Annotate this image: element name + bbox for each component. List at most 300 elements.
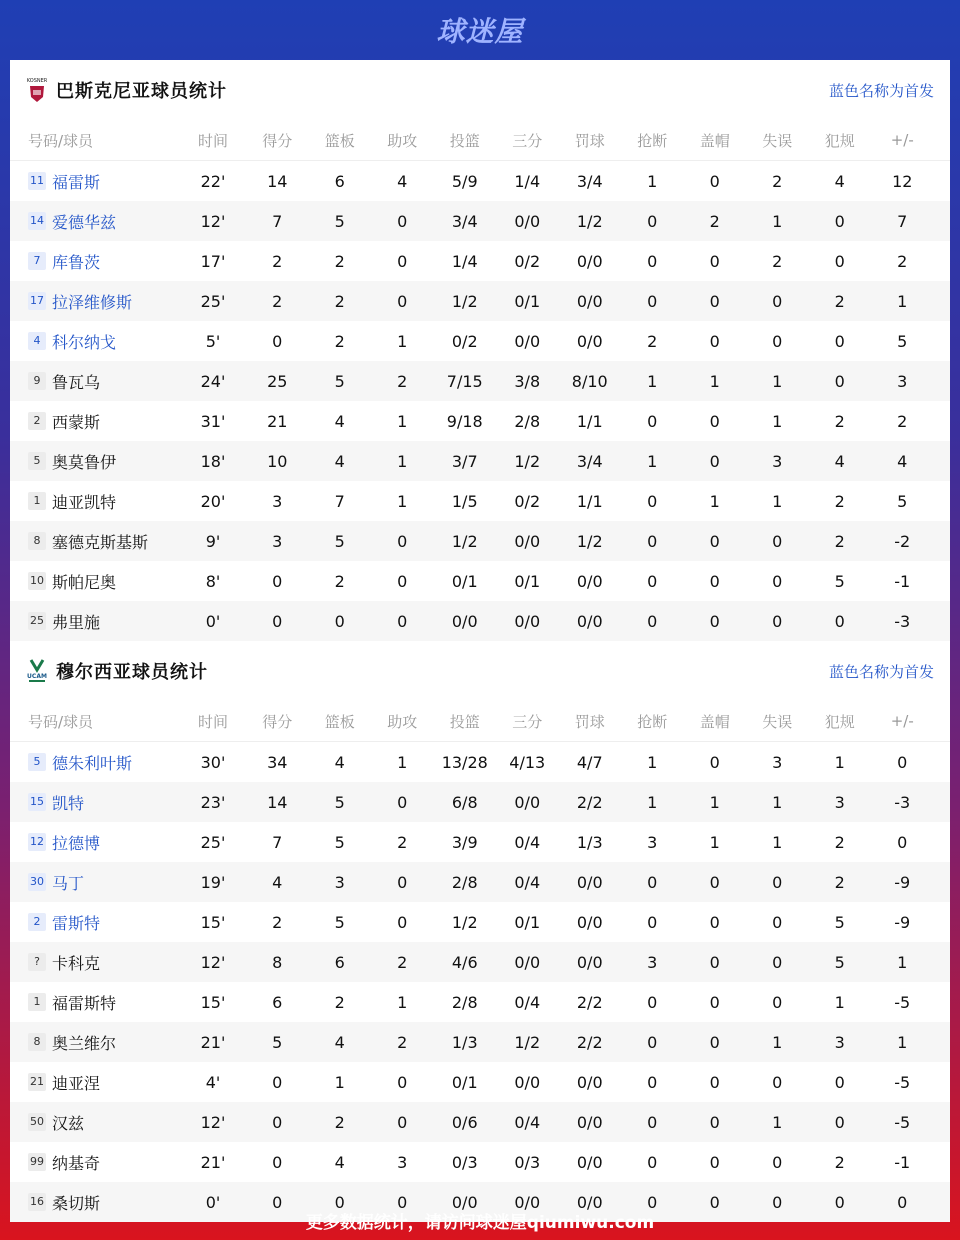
stat-cell: 1/1 bbox=[576, 491, 603, 511]
stat-cell: 2 bbox=[834, 872, 845, 892]
stat-cell: 3 bbox=[772, 451, 783, 471]
jersey-number-badge: 21 bbox=[28, 1073, 46, 1091]
stat-cell: 0/2 bbox=[514, 491, 541, 511]
player-row[interactable] bbox=[10, 822, 950, 862]
player-name-link[interactable]: 弗里施 bbox=[52, 612, 101, 632]
jersey-number-badge: 2 bbox=[28, 412, 46, 430]
stat-cell: 25 bbox=[267, 371, 288, 391]
jersey-number-badge: 7 bbox=[28, 252, 46, 270]
stat-cell: 7 bbox=[272, 832, 283, 852]
stat-cell: 0/3 bbox=[514, 1152, 541, 1172]
jersey-number-badge: 1 bbox=[28, 993, 46, 1011]
player-cell[interactable] bbox=[10, 450, 180, 473]
stat-cell: 2 bbox=[334, 331, 345, 351]
stat-cell: 1 bbox=[397, 451, 408, 471]
player-row[interactable] bbox=[10, 481, 950, 521]
stat-cell: 0 bbox=[397, 912, 408, 932]
stat-cell: 0/4 bbox=[514, 832, 541, 852]
stat-cell: 4 bbox=[397, 171, 408, 191]
jersey-number-badge: 16 bbox=[28, 1193, 46, 1211]
stat-cell: 12' bbox=[200, 1112, 226, 1132]
stat-cell: 0/0 bbox=[576, 611, 603, 631]
stat-cell: 0/0 bbox=[576, 1192, 603, 1212]
player-cell[interactable] bbox=[10, 250, 180, 273]
player-row[interactable] bbox=[10, 782, 950, 822]
player-name-link[interactable]: 凯特 bbox=[52, 793, 85, 813]
stat-cell: 5 bbox=[334, 912, 345, 932]
jersey-number-badge: 1 bbox=[28, 492, 46, 510]
stat-cell: 1/4 bbox=[514, 171, 541, 191]
brand-logo-text: 球迷屋 bbox=[436, 15, 524, 48]
column-header: 助攻 bbox=[387, 712, 418, 731]
stat-cell: 0 bbox=[647, 611, 658, 631]
jersey-number-badge: 5 bbox=[28, 452, 46, 470]
stat-cell: 7 bbox=[272, 211, 283, 231]
stat-cell: 4 bbox=[897, 451, 908, 471]
stat-cell: 0/0 bbox=[576, 291, 603, 311]
stat-cell: 3 bbox=[272, 491, 283, 511]
column-header: 得分 bbox=[262, 712, 293, 731]
stat-cell: 2/2 bbox=[576, 1032, 603, 1052]
stat-cell: 1 bbox=[397, 491, 408, 511]
stat-cell: 3 bbox=[647, 832, 658, 852]
player-cell[interactable] bbox=[10, 610, 180, 633]
stat-cell: 3 bbox=[772, 752, 783, 772]
stat-cell: 0 bbox=[709, 331, 720, 351]
stat-cell: 0 bbox=[709, 1112, 720, 1132]
stat-cell: 0 bbox=[709, 611, 720, 631]
stat-cell: 1 bbox=[772, 371, 783, 391]
stat-cell: 1 bbox=[334, 1072, 345, 1092]
stat-cell: 5 bbox=[334, 211, 345, 231]
player-cell[interactable] bbox=[10, 751, 180, 774]
column-header: 号码/球员 bbox=[28, 712, 94, 731]
stat-cell: 0/6 bbox=[451, 1112, 478, 1132]
stat-cell: 21 bbox=[267, 411, 288, 431]
column-header: 失误 bbox=[762, 131, 793, 150]
stat-cell: 1 bbox=[772, 411, 783, 431]
stat-cell: 1/2 bbox=[514, 1032, 541, 1052]
player-name-link[interactable]: 卡科克 bbox=[52, 953, 101, 973]
team-section bbox=[10, 60, 950, 641]
column-header: 三分 bbox=[512, 131, 543, 150]
stat-cell: 4/7 bbox=[576, 752, 603, 772]
stat-cell: 2 bbox=[334, 1112, 345, 1132]
stat-cell: 30' bbox=[200, 752, 226, 772]
stat-cell: 0 bbox=[772, 872, 783, 892]
player-cell[interactable] bbox=[10, 570, 180, 593]
player-row[interactable] bbox=[10, 201, 950, 241]
player-row[interactable] bbox=[10, 1062, 950, 1102]
stat-cell: 0 bbox=[834, 1112, 845, 1132]
starter-legend-note: 蓝色名称为首发 bbox=[828, 82, 934, 100]
stat-cell: 4' bbox=[205, 1072, 221, 1092]
stat-cell: 0 bbox=[647, 211, 658, 231]
stat-cell: 10 bbox=[267, 451, 288, 471]
stat-cell: -3 bbox=[894, 611, 911, 631]
stat-cell: 2 bbox=[334, 291, 345, 311]
stat-cell: 0 bbox=[397, 872, 408, 892]
column-header: 抢断 bbox=[637, 131, 668, 150]
stat-cell: 18' bbox=[200, 451, 226, 471]
stat-cell: -9 bbox=[894, 912, 911, 932]
stat-cell: 0 bbox=[709, 1192, 720, 1212]
stat-cell: 7 bbox=[334, 491, 345, 511]
stat-cell: 6 bbox=[334, 171, 345, 191]
stat-cell: 2 bbox=[397, 832, 408, 852]
stat-cell: 1 bbox=[709, 832, 720, 852]
stat-cell: 0 bbox=[272, 611, 283, 631]
column-header: 得分 bbox=[262, 131, 293, 150]
stat-cell: 0 bbox=[647, 571, 658, 591]
column-header: 助攻 bbox=[387, 131, 418, 150]
player-name-link[interactable]: 迪亚涅 bbox=[52, 1073, 101, 1093]
stat-cell: 0 bbox=[709, 451, 720, 471]
player-row[interactable] bbox=[10, 281, 950, 321]
stat-cell: 0 bbox=[397, 531, 408, 551]
player-row[interactable] bbox=[10, 742, 950, 782]
stat-cell: 2 bbox=[334, 571, 345, 591]
stat-cell: 0 bbox=[272, 331, 283, 351]
player-row[interactable] bbox=[10, 601, 950, 641]
table-header-row bbox=[10, 701, 950, 742]
stat-cell: 0/0 bbox=[576, 1072, 603, 1092]
stat-cell: 1 bbox=[397, 752, 408, 772]
stat-cell: 0/0 bbox=[514, 211, 541, 231]
stat-cell: 0 bbox=[834, 611, 845, 631]
stat-cell: 0 bbox=[709, 531, 720, 551]
player-name-link[interactable]: 奥兰维尔 bbox=[52, 1033, 117, 1053]
stat-cell: 5 bbox=[334, 531, 345, 551]
stat-cell: 1 bbox=[709, 792, 720, 812]
player-name-link[interactable]: 斯帕尼奥 bbox=[52, 572, 117, 592]
player-cell[interactable] bbox=[10, 530, 180, 553]
stat-cell: 0 bbox=[709, 291, 720, 311]
stat-cell: 4/6 bbox=[451, 952, 478, 972]
stat-cell: 25' bbox=[200, 291, 226, 311]
stat-cell: 3/4 bbox=[576, 171, 603, 191]
jersey-number-badge: ? bbox=[28, 953, 46, 971]
stat-cell: 0 bbox=[772, 611, 783, 631]
stat-cell: 0 bbox=[397, 792, 408, 812]
player-name-link[interactable]: 奥莫鲁伊 bbox=[52, 452, 117, 472]
stat-cell: 4 bbox=[334, 1152, 345, 1172]
team-logo-icon bbox=[26, 657, 48, 685]
player-name-link[interactable]: 桑切斯 bbox=[52, 1193, 101, 1213]
stat-cell: 2 bbox=[834, 531, 845, 551]
stat-cell: 24' bbox=[200, 371, 226, 391]
jersey-number-badge: 9 bbox=[28, 372, 46, 390]
stat-cell: 0/2 bbox=[514, 251, 541, 271]
column-header: 犯规 bbox=[824, 712, 855, 731]
player-row[interactable] bbox=[10, 561, 950, 601]
stat-cell: 0/0 bbox=[576, 1152, 603, 1172]
stat-cell: 1 bbox=[397, 992, 408, 1012]
stat-cell: 1 bbox=[709, 371, 720, 391]
player-row[interactable] bbox=[10, 1142, 950, 1182]
stat-cell: 8' bbox=[205, 571, 221, 591]
player-cell[interactable] bbox=[10, 210, 180, 233]
player-row[interactable] bbox=[10, 902, 950, 942]
stat-cell: -5 bbox=[894, 992, 911, 1012]
stat-cell: 0 bbox=[397, 571, 408, 591]
stat-cell: 9/18 bbox=[446, 411, 483, 431]
stat-cell: 5 bbox=[334, 832, 345, 852]
stat-cell: 2 bbox=[397, 952, 408, 972]
player-name-link[interactable]: 德朱利叶斯 bbox=[52, 753, 133, 773]
player-cell[interactable] bbox=[10, 410, 180, 433]
stat-cell: 5 bbox=[834, 571, 845, 591]
player-row[interactable] bbox=[10, 942, 950, 982]
player-cell[interactable] bbox=[10, 370, 180, 393]
player-cell[interactable] bbox=[10, 1151, 180, 1174]
player-cell[interactable] bbox=[10, 871, 180, 894]
stat-cell: -9 bbox=[894, 872, 911, 892]
player-name-link[interactable]: 雷斯特 bbox=[52, 913, 101, 933]
player-cell[interactable] bbox=[10, 170, 180, 193]
stat-cell: 3 bbox=[334, 872, 345, 892]
stat-cell: 5 bbox=[334, 792, 345, 812]
stat-cell: 0/0 bbox=[514, 1072, 541, 1092]
team-logo-icon bbox=[26, 76, 48, 104]
stat-cell: -5 bbox=[894, 1072, 911, 1092]
player-name-link[interactable]: 塞德克斯基斯 bbox=[52, 532, 149, 552]
stat-cell: 2/2 bbox=[576, 792, 603, 812]
jersey-number-badge: 12 bbox=[28, 833, 46, 851]
stat-cell: 20' bbox=[200, 491, 226, 511]
stat-cell: 1 bbox=[772, 211, 783, 231]
player-name-link[interactable]: 鲁瓦乌 bbox=[52, 372, 101, 392]
stat-cell: 4 bbox=[272, 872, 283, 892]
player-cell[interactable] bbox=[10, 951, 180, 974]
stat-cell: 0/1 bbox=[514, 291, 541, 311]
player-row[interactable] bbox=[10, 361, 950, 401]
stat-cell: 2 bbox=[272, 291, 283, 311]
player-name-link[interactable]: 福雷斯 bbox=[52, 172, 101, 192]
stat-cell: 0/0 bbox=[514, 1192, 541, 1212]
stat-cell: 3/8 bbox=[514, 371, 541, 391]
stat-cell: 0/0 bbox=[576, 952, 603, 972]
player-name-link[interactable]: 纳基奇 bbox=[52, 1153, 101, 1173]
stat-cell: -5 bbox=[894, 1112, 911, 1132]
stat-cell: 0/0 bbox=[576, 1112, 603, 1132]
stat-cell: 0/1 bbox=[514, 571, 541, 591]
player-row[interactable] bbox=[10, 521, 950, 561]
stat-cell: 0 bbox=[709, 912, 720, 932]
stat-cell: 0 bbox=[897, 832, 908, 852]
column-header: +/- bbox=[890, 131, 914, 149]
stat-cell: 1 bbox=[647, 451, 658, 471]
stat-cell: 8/10 bbox=[571, 371, 608, 391]
stat-cell: 1 bbox=[897, 952, 908, 972]
stat-cell: 0 bbox=[709, 571, 720, 591]
player-row[interactable] bbox=[10, 401, 950, 441]
stat-cell: 0 bbox=[772, 291, 783, 311]
stat-cell: 0/0 bbox=[514, 792, 541, 812]
stat-cell: 5 bbox=[897, 491, 908, 511]
stat-cell: 0/3 bbox=[451, 1152, 478, 1172]
stat-cell: 3 bbox=[272, 531, 283, 551]
player-cell[interactable] bbox=[10, 991, 180, 1014]
stat-cell: 5 bbox=[834, 912, 845, 932]
stat-cell: 1 bbox=[834, 992, 845, 1012]
stat-cell: 0/0 bbox=[576, 251, 603, 271]
stat-cell: 0 bbox=[772, 531, 783, 551]
stat-cell: 1 bbox=[709, 491, 720, 511]
stat-cell: 0 bbox=[647, 411, 658, 431]
stat-cell: 0 bbox=[897, 1192, 908, 1212]
player-cell[interactable] bbox=[10, 290, 180, 313]
stat-cell: 0 bbox=[334, 1192, 345, 1212]
stat-cell: 0/1 bbox=[451, 571, 478, 591]
stat-cell: 1 bbox=[647, 752, 658, 772]
player-name-link[interactable]: 科尔纳戈 bbox=[52, 332, 117, 352]
stat-cell: 2/8 bbox=[451, 992, 478, 1012]
column-header: 犯规 bbox=[824, 131, 855, 150]
stat-cell: 0 bbox=[709, 411, 720, 431]
footer-banner[interactable]: 更多数据统计，请访问球迷屋qiumiwu.com bbox=[305, 1212, 655, 1233]
stat-cell: 4 bbox=[334, 451, 345, 471]
player-name-link[interactable]: 马丁 bbox=[52, 873, 85, 893]
stat-cell: 2 bbox=[834, 411, 845, 431]
column-header: 篮板 bbox=[324, 712, 355, 731]
stat-cell: 1 bbox=[647, 792, 658, 812]
stat-cell: 0 bbox=[834, 1192, 845, 1212]
column-header: 投篮 bbox=[449, 131, 480, 150]
player-name-link[interactable]: 拉泽维修斯 bbox=[52, 292, 133, 312]
player-cell[interactable] bbox=[10, 1031, 180, 1054]
stat-cell: 4 bbox=[334, 411, 345, 431]
column-header: 盖帽 bbox=[699, 712, 730, 731]
jersey-number-badge: 8 bbox=[28, 1033, 46, 1051]
stat-cell: 1/2 bbox=[451, 912, 478, 932]
stat-cell: 23' bbox=[200, 792, 226, 812]
stat-cell: 0 bbox=[709, 992, 720, 1012]
player-cell[interactable] bbox=[10, 330, 180, 353]
stat-cell: 0/0 bbox=[576, 912, 603, 932]
player-name-link[interactable]: 西蒙斯 bbox=[52, 412, 101, 432]
stat-cell: 0 bbox=[647, 531, 658, 551]
player-row[interactable] bbox=[10, 241, 950, 281]
player-row[interactable] bbox=[10, 862, 950, 902]
player-row[interactable] bbox=[10, 1022, 950, 1062]
player-row[interactable] bbox=[10, 982, 950, 1022]
stat-cell: 0 bbox=[397, 1192, 408, 1212]
stat-cell: 1 bbox=[647, 171, 658, 191]
stat-cell: 1/2 bbox=[514, 451, 541, 471]
column-header: 号码/球员 bbox=[28, 131, 94, 150]
stat-cell: 5 bbox=[334, 371, 345, 391]
jersey-number-badge: 15 bbox=[28, 793, 46, 811]
stat-cell: 6 bbox=[334, 952, 345, 972]
player-name-link[interactable]: 汉兹 bbox=[52, 1113, 85, 1133]
player-name-link[interactable]: 库鲁茨 bbox=[52, 252, 101, 272]
stat-cell: 5' bbox=[205, 331, 221, 351]
stat-cell: 0 bbox=[834, 1072, 845, 1092]
player-row[interactable] bbox=[10, 1102, 950, 1142]
column-header: 失误 bbox=[762, 712, 793, 731]
stat-cell: 1/1 bbox=[576, 411, 603, 431]
stat-cell: 1/3 bbox=[576, 832, 603, 852]
stat-cell: 3 bbox=[897, 371, 908, 391]
team-title: 穆尔西亚球员统计 bbox=[56, 662, 208, 683]
player-cell[interactable] bbox=[10, 911, 180, 934]
column-header: 抢断 bbox=[637, 712, 668, 731]
stat-cell: 14 bbox=[267, 171, 288, 191]
stat-cell: 0' bbox=[205, 1192, 221, 1212]
player-row[interactable] bbox=[10, 161, 950, 201]
stat-cell: 0/0 bbox=[514, 531, 541, 551]
player-cell[interactable] bbox=[10, 831, 180, 854]
stat-cell: 1/2 bbox=[576, 211, 603, 231]
stat-cell: 9' bbox=[205, 531, 221, 551]
team-header bbox=[10, 60, 950, 120]
stat-cell: 0/0 bbox=[576, 872, 603, 892]
stat-cell: 2 bbox=[397, 1032, 408, 1052]
player-name-link[interactable]: 爱德华兹 bbox=[52, 212, 117, 232]
stat-cell: 0 bbox=[834, 331, 845, 351]
jersey-number-badge: 30 bbox=[28, 873, 46, 891]
stat-cell: -1 bbox=[894, 571, 911, 591]
stat-cell: 0/4 bbox=[514, 992, 541, 1012]
jersey-number-badge: 4 bbox=[28, 332, 46, 350]
stat-cell: 15' bbox=[200, 992, 226, 1012]
stats-panel bbox=[10, 60, 950, 1213]
stat-cell: 0/4 bbox=[514, 1112, 541, 1132]
stat-cell: 0/0 bbox=[514, 331, 541, 351]
jersey-number-badge: 8 bbox=[28, 532, 46, 550]
stat-cell: 0/4 bbox=[514, 872, 541, 892]
stat-cell: -1 bbox=[894, 1152, 911, 1172]
stat-cell: 5 bbox=[897, 331, 908, 351]
stat-cell: 15' bbox=[200, 912, 226, 932]
player-name-link[interactable]: 迪亚凯特 bbox=[52, 492, 117, 512]
stat-cell: 22' bbox=[200, 171, 226, 191]
stat-cell: 0 bbox=[834, 251, 845, 271]
svg-text:UCAM: UCAM bbox=[27, 673, 47, 680]
stat-cell: 21' bbox=[200, 1152, 226, 1172]
stat-cell: 0/1 bbox=[451, 1072, 478, 1092]
svg-text:KOSNER: KOSNER bbox=[26, 78, 48, 84]
column-header: 篮板 bbox=[324, 131, 355, 150]
stat-cell: 17' bbox=[200, 251, 226, 271]
stat-cell: 3/4 bbox=[451, 211, 478, 231]
stat-cell: 0 bbox=[709, 1032, 720, 1052]
player-row[interactable] bbox=[10, 441, 950, 481]
stat-cell: 0 bbox=[397, 211, 408, 231]
stat-cell: 0 bbox=[647, 1112, 658, 1132]
stat-cell: 1 bbox=[397, 331, 408, 351]
stat-cell: 1 bbox=[772, 1112, 783, 1132]
stat-cell: 2 bbox=[772, 171, 783, 191]
player-row[interactable] bbox=[10, 321, 950, 361]
stat-cell: 0 bbox=[647, 912, 658, 932]
stat-cell: 0 bbox=[647, 992, 658, 1012]
stat-cell: 0 bbox=[647, 491, 658, 511]
player-cell[interactable] bbox=[10, 1071, 180, 1094]
stat-cell: 1 bbox=[772, 832, 783, 852]
player-cell[interactable] bbox=[10, 791, 180, 814]
stat-cell: 2 bbox=[709, 211, 720, 231]
player-name-link[interactable]: 福雷斯特 bbox=[52, 993, 117, 1013]
stat-cell: 1/5 bbox=[451, 491, 478, 511]
player-cell[interactable] bbox=[10, 490, 180, 513]
stat-cell: 7/15 bbox=[446, 371, 483, 391]
stat-cell: 2 bbox=[834, 291, 845, 311]
player-name-link[interactable]: 拉德博 bbox=[52, 833, 101, 853]
column-header: 盖帽 bbox=[699, 131, 730, 150]
player-cell[interactable] bbox=[10, 1111, 180, 1134]
